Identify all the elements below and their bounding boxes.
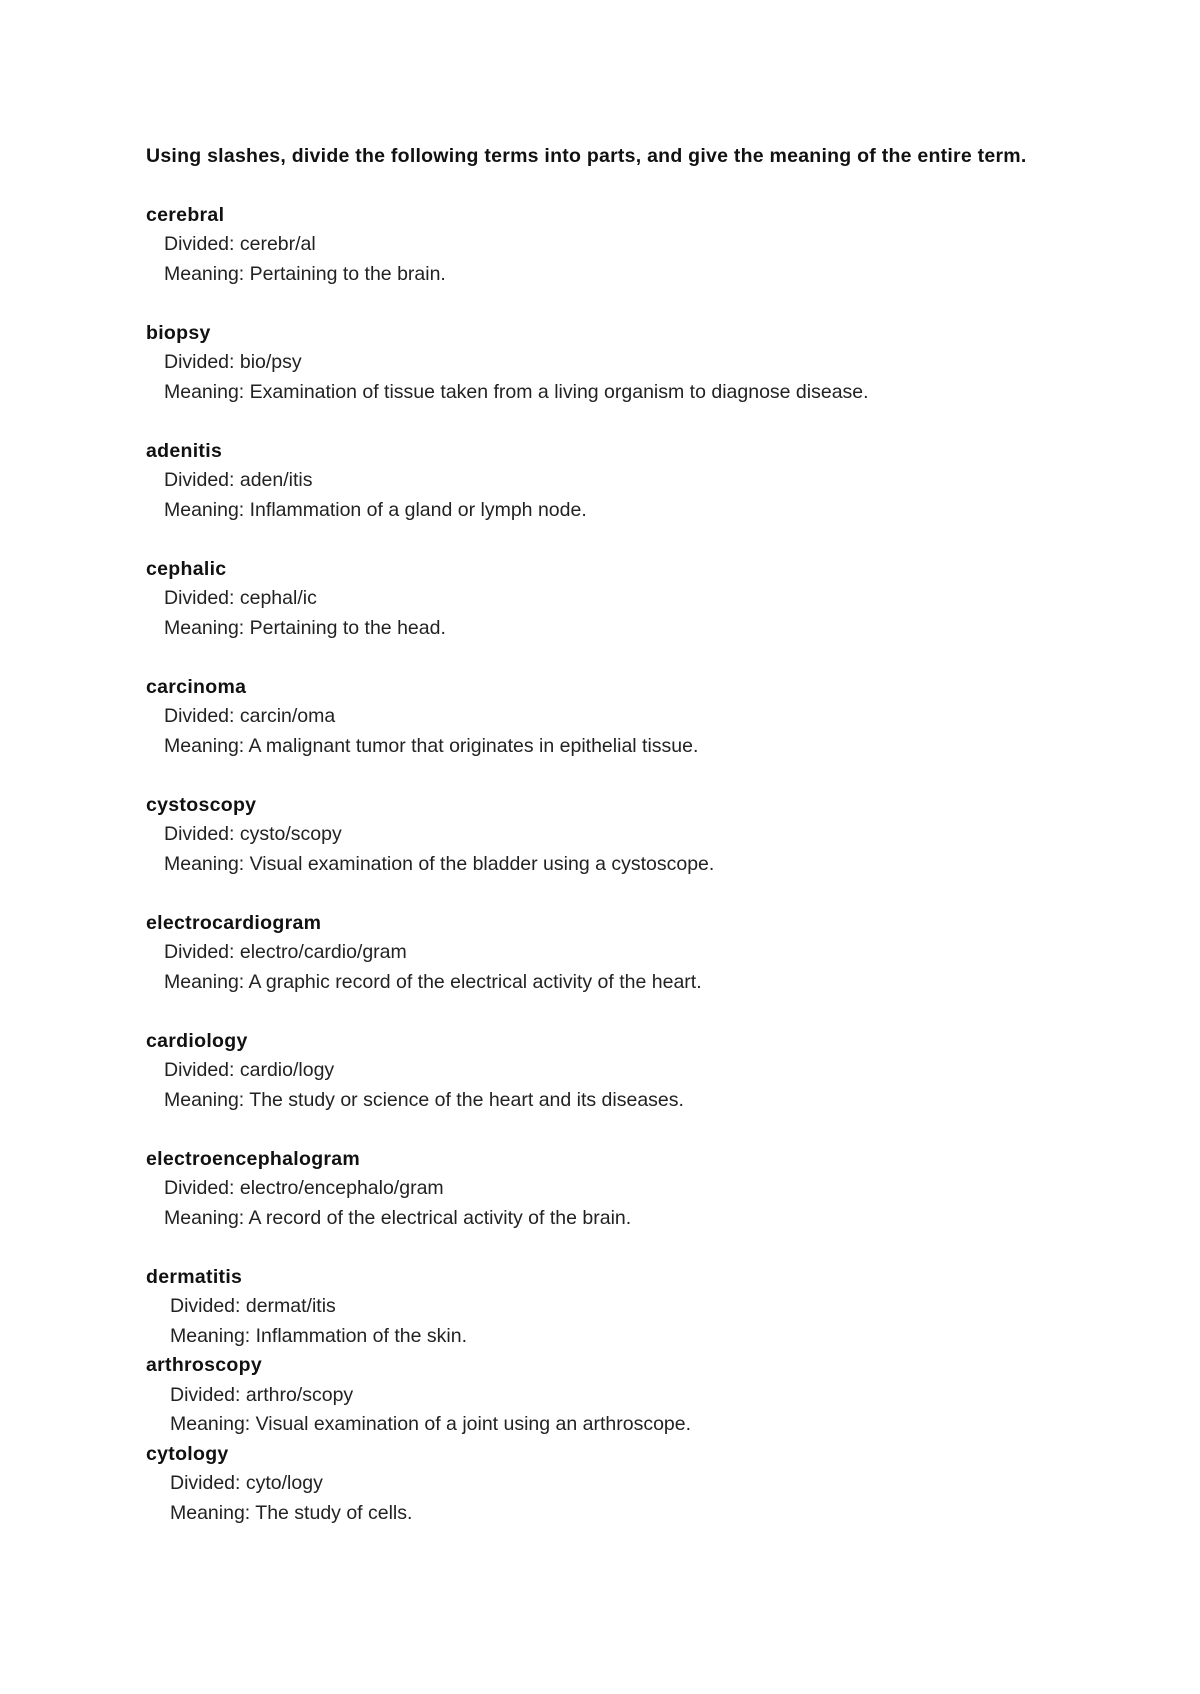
term-name: cerebral	[146, 203, 225, 226]
term-meaning: Meaning: Pertaining to the brain.	[164, 262, 446, 285]
term-entry	[146, 319, 1046, 408]
term-meaning: Meaning: Pertaining to the head.	[164, 616, 446, 639]
term-entry	[146, 555, 1046, 644]
term-entry	[146, 1263, 1046, 1352]
term-name: cytology	[146, 1442, 229, 1465]
term-entry	[146, 673, 1046, 762]
term-divided: Divided: electro/encephalo/gram	[164, 1177, 444, 1199]
term-divided: Divided: carcin/oma	[164, 705, 336, 727]
term-name: dermatitis	[146, 1265, 243, 1288]
term-name: adenitis	[146, 439, 223, 462]
term-meaning: Meaning: Inflammation of the skin.	[170, 1324, 467, 1347]
document-page	[146, 142, 1046, 1528]
instructions-heading: Using slashes, divide the following terms into parts, and give the meaning of the entire term.	[146, 145, 1027, 167]
term-divided: Divided: cerebr/al	[164, 233, 316, 255]
term-meaning: Meaning: A graphic record of the electrical activity of the heart.	[164, 970, 702, 993]
term-divided: Divided: cephal/ic	[164, 587, 317, 609]
term-entry	[146, 1440, 1046, 1529]
term-meaning: Meaning: The study or science of the heart and its diseases.	[164, 1088, 684, 1111]
term-divided: Divided: arthro/scopy	[170, 1383, 354, 1406]
term-name: carcinoma	[146, 675, 247, 698]
term-entry	[146, 791, 1046, 880]
term-divided: Divided: cyto/logy	[170, 1472, 323, 1494]
term-name: arthroscopy	[146, 1354, 262, 1376]
term-entry	[146, 201, 1046, 290]
term-meaning: Meaning: Visual examination of a joint using an arthroscope.	[170, 1413, 692, 1435]
term-entry	[146, 1145, 1046, 1234]
term-name: electrocardiogram	[146, 911, 322, 934]
term-divided: Divided: electro/cardio/gram	[164, 941, 407, 963]
term-name: biopsy	[146, 321, 211, 344]
term-name: electroencephalogram	[146, 1147, 361, 1170]
term-meaning: Meaning: Inflammation of a gland or lymph node.	[164, 498, 587, 521]
term-divided: Divided: aden/itis	[164, 469, 313, 491]
term-meaning: Meaning: Visual examination of the bladder using a cystoscope.	[164, 852, 715, 875]
term-divided: Divided: dermat/itis	[170, 1295, 336, 1317]
term-meaning: Meaning: The study of cells.	[170, 1501, 413, 1524]
term-meaning: Meaning: A malignant tumor that originates in epithelial tissue.	[164, 734, 699, 757]
term-entry	[146, 909, 1046, 998]
term-meaning: Meaning: A record of the electrical activity of the brain.	[164, 1206, 632, 1229]
term-entry	[146, 1351, 1046, 1440]
term-name: cardiology	[146, 1029, 248, 1052]
term-entry	[146, 437, 1046, 526]
term-divided: Divided: cardio/logy	[164, 1059, 335, 1081]
term-name: cystoscopy	[146, 793, 257, 816]
term-meaning: Meaning: Examination of tissue taken from a living organism to diagnose disease.	[164, 380, 869, 403]
term-name: cephalic	[146, 557, 227, 580]
term-divided: Divided: bio/psy	[164, 351, 302, 373]
term-entry	[146, 1027, 1046, 1116]
term-divided: Divided: cysto/scopy	[164, 823, 342, 845]
